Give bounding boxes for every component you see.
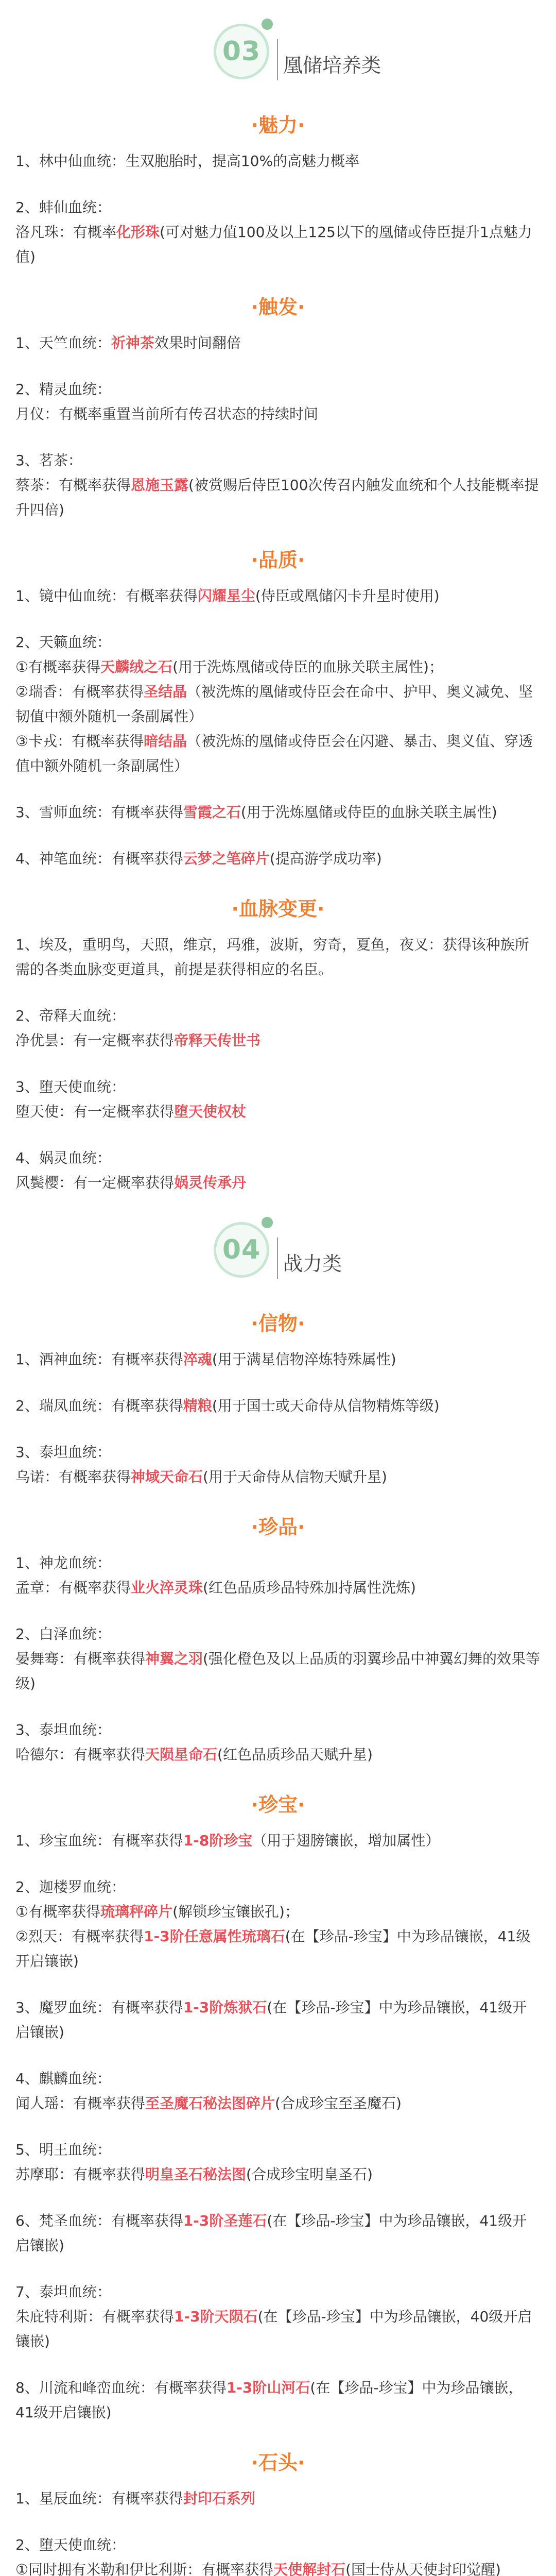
entry-line xyxy=(15,800,541,825)
text-span: (用于洗炼凰储或侍臣的血脉关联主属性) xyxy=(240,804,497,821)
text-span: 1、神龙血统： xyxy=(15,1554,111,1571)
group-heading xyxy=(15,544,541,572)
list-item xyxy=(15,630,541,778)
list-item xyxy=(15,1875,541,1974)
text-span: (强化橙色及以上品质的羽翼珍品中神翼幻舞的效果等级) xyxy=(15,1650,540,1692)
entry-line xyxy=(15,402,541,427)
entry-line xyxy=(15,680,541,729)
highlight-item-name: 明皇圣石秘法图 xyxy=(145,2166,247,2183)
list-item xyxy=(15,1718,541,1767)
text-span: 月仪：有概率重置当前所有传召状态的持续时间 xyxy=(15,405,319,422)
text-span: 哈德尔：有概率获得 xyxy=(15,1746,146,1763)
text-span: (红色品质珍品天赋升星) xyxy=(217,1746,373,1763)
decorative-dot xyxy=(262,19,273,30)
text-span: 2、堕天使血统： xyxy=(15,2536,126,2553)
group-heading-text: 信物 xyxy=(258,1312,298,1335)
highlight-item-name: 堕天使权杖 xyxy=(174,1103,247,1120)
highlight-item-name: 1-3阶圣莲石 xyxy=(183,2212,267,2229)
divider-line xyxy=(277,1238,278,1279)
group-heading xyxy=(15,893,541,921)
entry-line xyxy=(15,2533,541,2557)
text-span: 1、林中仙血统：生双胞胎时，提高10%的高魅力概率 xyxy=(15,152,360,170)
entry-line xyxy=(15,1622,541,1647)
entry-line xyxy=(15,1465,541,1489)
heading-dot: · xyxy=(251,114,258,137)
entry-line xyxy=(15,1575,541,1600)
text-span: 4、神笔血统：有概率获得 xyxy=(15,850,183,867)
group-heading xyxy=(15,1308,541,1336)
entry-line xyxy=(15,2557,541,2576)
text-span: ①有概率获得 xyxy=(15,658,101,675)
entry-line xyxy=(15,1718,541,1742)
text-span: 1、酒神血统：有概率获得 xyxy=(15,1351,183,1368)
text-span: 风鬓樱：有一定概率获得 xyxy=(15,1174,175,1191)
list-item xyxy=(15,933,541,982)
text-span: 2、白泽血统： xyxy=(15,1625,111,1642)
text-span: (解锁珍宝镶嵌孔)； xyxy=(172,1903,299,1920)
text-span: 3、泰坦血统： xyxy=(15,1444,111,1461)
text-span: (在【珍品-珍宝】中为珍品镶嵌，41级开启镶嵌) xyxy=(15,1999,527,2041)
text-span: (被赏赐后侍臣100次传召内触发血统和个人技能概率提升四倍) xyxy=(15,477,539,518)
text-span: 1、镜中仙血统：有概率获得 xyxy=(15,587,198,604)
entry-line xyxy=(15,195,541,220)
entry-line xyxy=(15,1742,541,1767)
text-span: 蔡茶：有概率获得 xyxy=(15,477,131,494)
text-span: 2、天籁血统： xyxy=(15,634,111,651)
text-span: (在【珍品-珍宝】中为珍品镶嵌，41级开启镶嵌) xyxy=(15,2212,527,2254)
entry-line xyxy=(15,1394,541,1418)
text-span: 4、娲灵血统： xyxy=(15,1149,111,1166)
text-span: 3、堕天使血统： xyxy=(15,1078,126,1095)
entry-line xyxy=(15,630,541,655)
text-span: 孟章：有概率获得 xyxy=(15,1579,131,1596)
text-span: 3、雪师血统：有概率获得 xyxy=(15,804,183,821)
text-span: 3、茗茶： xyxy=(15,452,82,469)
text-span: 1、埃及，重明鸟，天照，维京，玛雅，波斯，穷奇，夏鱼，夜叉：获得该种族所需的各类血脉变更道具，前提是获得相应的名臣。 xyxy=(15,936,529,978)
list-item xyxy=(15,149,541,174)
entry-line xyxy=(15,2280,541,2304)
group-heading xyxy=(15,1789,541,1817)
entry-line xyxy=(15,448,541,473)
text-span: ①有概率获得 xyxy=(15,1903,101,1920)
text-span: (在【珍品-珍宝】中为珍品镶嵌，40级开启镶嵌) xyxy=(15,2308,532,2350)
list-item xyxy=(15,1551,541,1600)
text-span: (用于洗炼凰储或侍臣的血脉关联主属性)； xyxy=(172,658,443,675)
group-heading xyxy=(15,1511,541,1539)
section-header xyxy=(15,19,541,96)
highlight-item-name: 娲灵传承丹 xyxy=(174,1174,247,1191)
text-span: ③卡戎：有概率获得 xyxy=(15,733,144,750)
text-span: (可对魅力值100及以上125以下的凰储或侍臣提升1点魅力值) xyxy=(15,224,532,265)
entry-line xyxy=(15,2138,541,2162)
heading-dot: · xyxy=(298,1516,305,1538)
text-span: 3、泰坦血统： xyxy=(15,1721,111,1738)
text-span: 苏摩耶：有概率获得 xyxy=(15,2166,146,2183)
entry-line xyxy=(15,729,541,778)
list-item xyxy=(15,2066,541,2116)
text-span: 乌诺：有概率获得 xyxy=(15,1468,131,1485)
list-item xyxy=(15,846,541,871)
text-span: （被洗炼的凰储或侍臣会在命中、护甲、奥义减免、坚韧值中额外随机一条副属性） xyxy=(15,683,533,725)
heading-dot: · xyxy=(298,2451,305,2474)
highlight-item-name: 化形珠 xyxy=(116,224,160,241)
heading-dot: · xyxy=(298,114,305,137)
text-span: 1、珍宝血统：有概率获得 xyxy=(15,1832,183,1849)
text-span: 晏舞骞：有概率获得 xyxy=(15,1650,146,1667)
entry-line xyxy=(15,2376,541,2425)
highlight-item-name: 琉璃秤碎片 xyxy=(100,1903,173,1920)
heading-dot: · xyxy=(298,1312,305,1335)
text-span: ②烈天：有概率获得 xyxy=(15,1928,144,1945)
list-item xyxy=(15,195,541,269)
list-item xyxy=(15,1146,541,1195)
highlight-item-name: 封印石系列 xyxy=(183,2490,255,2507)
decorative-dot xyxy=(262,1217,273,1228)
entry-line xyxy=(15,2486,541,2511)
highlight-item-name: 圣结晶 xyxy=(144,683,187,700)
entry-line xyxy=(15,1028,541,1053)
entry-line xyxy=(15,1995,541,2045)
text-span: ①同时拥有米勒和伊比利斯：有概率获得 xyxy=(15,2561,274,2576)
entry-line xyxy=(15,1875,541,1900)
group-heading-text: 石头 xyxy=(258,2451,298,2474)
group-heading-text: 珍品 xyxy=(258,1516,298,1538)
highlight-item-name: 业火淬灵珠 xyxy=(131,1579,203,1596)
entry-line xyxy=(15,1347,541,1372)
entry-line xyxy=(15,1828,541,1853)
text-span: 8、川流和峰峦血统：有概率获得 xyxy=(15,2379,227,2396)
list-item xyxy=(15,1828,541,1853)
text-span: （用于翅膀镶嵌，增加属性） xyxy=(252,1832,440,1849)
highlight-item-name: 1-8阶珍宝 xyxy=(183,1832,253,1849)
text-span: (合成珍宝明皇圣石) xyxy=(246,2166,373,2183)
heading-dot: · xyxy=(251,1516,258,1538)
text-span: 4、麒麟血统： xyxy=(15,2070,111,2087)
highlight-item-name: 1-3阶任意属性琉璃石 xyxy=(144,1928,285,1945)
text-span: 5、明王血统： xyxy=(15,2141,111,2158)
section-number-badge xyxy=(214,24,269,79)
highlight-item-name: 恩施玉露 xyxy=(131,477,189,494)
entry-line xyxy=(15,2066,541,2091)
entry-line xyxy=(15,2091,541,2116)
text-span: (用于满星信物淬炼特殊属性) xyxy=(212,1351,396,1368)
highlight-item-name: 精粮 xyxy=(183,1397,212,1414)
list-item xyxy=(15,1394,541,1418)
heading-dot: · xyxy=(231,897,239,920)
text-span: 6、梵圣血统：有概率获得 xyxy=(15,2212,183,2229)
highlight-item-name: 天陨星命石 xyxy=(145,1746,218,1763)
entry-line xyxy=(15,2209,541,2258)
entry-line xyxy=(15,2162,541,2187)
highlight-item-name: 1-3阶炼狱石 xyxy=(183,1999,267,2016)
text-span: (用于国士或天命侍从信物精炼等级) xyxy=(212,1397,440,1414)
entry-line xyxy=(15,331,541,355)
divider-line xyxy=(277,39,278,80)
list-item xyxy=(15,2376,541,2425)
list-item xyxy=(15,1004,541,1053)
heading-dot: · xyxy=(251,1793,258,1816)
text-span: (侍臣或凰储闪卡升星时使用) xyxy=(255,587,440,604)
list-item xyxy=(15,448,541,522)
entry-line xyxy=(15,377,541,402)
highlight-item-name: 暗结晶 xyxy=(144,733,187,750)
entry-line xyxy=(15,1647,541,1696)
group-heading xyxy=(15,109,541,138)
list-item xyxy=(15,1075,541,1124)
text-span: (国士侍从天使封印觉醒) xyxy=(345,2561,501,2576)
text-span: 1、天竺血统： xyxy=(15,334,111,351)
highlight-item-name: 淬魂 xyxy=(183,1351,212,1368)
entry-line xyxy=(15,1075,541,1099)
entry-line xyxy=(15,1924,541,1974)
text-span: 3、魔罗血统：有概率获得 xyxy=(15,1999,183,2016)
section-title: 战力类 xyxy=(283,1252,342,1275)
highlight-item-name: 天麟绒之石 xyxy=(100,658,173,675)
section-number-badge xyxy=(214,1222,269,1278)
text-span: 1、星辰血统：有概率获得 xyxy=(15,2490,183,2507)
group-heading xyxy=(15,291,541,319)
list-item xyxy=(15,2280,541,2354)
text-span: 2、精灵血统： xyxy=(15,381,111,398)
group-heading-text: 魅力 xyxy=(258,114,298,137)
entry-line xyxy=(15,1146,541,1171)
entry-line xyxy=(15,473,541,522)
group-heading xyxy=(15,2447,541,2475)
heading-dot: · xyxy=(251,296,258,318)
entry-line xyxy=(15,220,541,269)
highlight-item-name: 云梦之笔碎片 xyxy=(183,850,270,867)
entry-line xyxy=(15,933,541,982)
entry-line xyxy=(15,1004,541,1028)
highlight-item-name: 神域天命石 xyxy=(131,1468,203,1485)
text-span: (提高游学成功率) xyxy=(269,850,382,867)
text-span: （被洗炼的凰储或侍臣会在闪避、暴击、奥义值、穿透值中额外随机一条副属性） xyxy=(15,733,533,774)
text-span: ②瑞香：有概率获得 xyxy=(15,683,144,700)
list-item xyxy=(15,377,541,427)
entry-line xyxy=(15,584,541,608)
group-heading-text: 珍宝 xyxy=(258,1793,298,1816)
text-span: 净优昙：有一定概率获得 xyxy=(15,1032,175,1049)
entry-line xyxy=(15,1099,541,1124)
highlight-item-name: 雪霞之石 xyxy=(183,804,241,821)
list-item xyxy=(15,1995,541,2045)
entry-line xyxy=(15,655,541,680)
highlight-item-name: 天使解封石 xyxy=(273,2561,346,2576)
group-heading-text: 血脉变更 xyxy=(238,897,317,920)
highlight-item-name: 1-3阶天陨石 xyxy=(174,2308,258,2325)
list-item xyxy=(15,331,541,355)
text-span: 闻人瑶：有概率获得 xyxy=(15,2095,146,2112)
list-item xyxy=(15,2533,541,2576)
group-heading-text: 触发 xyxy=(258,296,298,318)
group-heading-text: 品质 xyxy=(258,549,298,571)
highlight-item-name: 帝释天传世书 xyxy=(174,1032,261,1049)
text-span: 洛凡珠：有概率 xyxy=(15,224,117,241)
highlight-item-name: 祈神茶 xyxy=(111,334,154,351)
highlight-item-name: 至圣魔石秘法图碎片 xyxy=(145,2095,275,2112)
text-span: 2、瑞凤血统：有概率获得 xyxy=(15,1397,183,1414)
text-span: 2、迦楼罗血统： xyxy=(15,1878,126,1895)
text-span: 效果时间翻倍 xyxy=(154,334,241,351)
heading-dot: · xyxy=(298,296,305,318)
list-item xyxy=(15,2138,541,2187)
section-title: 凰储培养类 xyxy=(283,54,381,77)
entry-line xyxy=(15,149,541,174)
text-span: 2、帝释天血统： xyxy=(15,1007,126,1024)
heading-dot: · xyxy=(317,897,325,920)
section-number: 03 xyxy=(222,36,261,67)
heading-dot: · xyxy=(251,2451,258,2474)
list-item xyxy=(15,2209,541,2258)
entry-line xyxy=(15,1551,541,1575)
list-item xyxy=(15,1622,541,1696)
text-span: 朱庇特利斯：有概率获得 xyxy=(15,2308,175,2325)
text-span: 2、蚌仙血统： xyxy=(15,199,111,216)
section-number: 04 xyxy=(222,1234,261,1265)
heading-dot: · xyxy=(298,549,305,571)
entry-line xyxy=(15,846,541,871)
text-span: (红色品质珍品特殊加持属性洗炼) xyxy=(203,1579,416,1596)
list-item xyxy=(15,1347,541,1372)
entry-line xyxy=(15,1900,541,1924)
text-span: 7、泰坦血统： xyxy=(15,2283,111,2300)
text-span: (在【珍品-珍宝】中为珍品镶嵌，41级开启镶嵌) xyxy=(15,2379,523,2421)
list-item xyxy=(15,584,541,608)
list-item xyxy=(15,800,541,825)
highlight-item-name: 神翼之羽 xyxy=(145,1650,203,1667)
highlight-item-name: 闪耀星尘 xyxy=(197,587,255,604)
section-header xyxy=(15,1217,541,1294)
heading-dot: · xyxy=(251,1312,258,1335)
text-span: (合成珍宝至圣魔石) xyxy=(275,2095,402,2112)
list-item xyxy=(15,2486,541,2511)
list-item xyxy=(15,1440,541,1489)
text-span: (在【珍品-珍宝】中为珍品镶嵌，41级开启镶嵌) xyxy=(15,1928,531,1970)
heading-dot: · xyxy=(251,549,258,571)
entry-line xyxy=(15,1171,541,1195)
entry-line xyxy=(15,2304,541,2354)
text-span: (用于天命侍从信物天赋升星) xyxy=(203,1468,387,1485)
text-span: 堕天使：有一定概率获得 xyxy=(15,1103,175,1120)
highlight-item-name: 1-3阶山河石 xyxy=(226,2379,310,2396)
entry-line xyxy=(15,1440,541,1465)
heading-dot: · xyxy=(298,1793,305,1816)
